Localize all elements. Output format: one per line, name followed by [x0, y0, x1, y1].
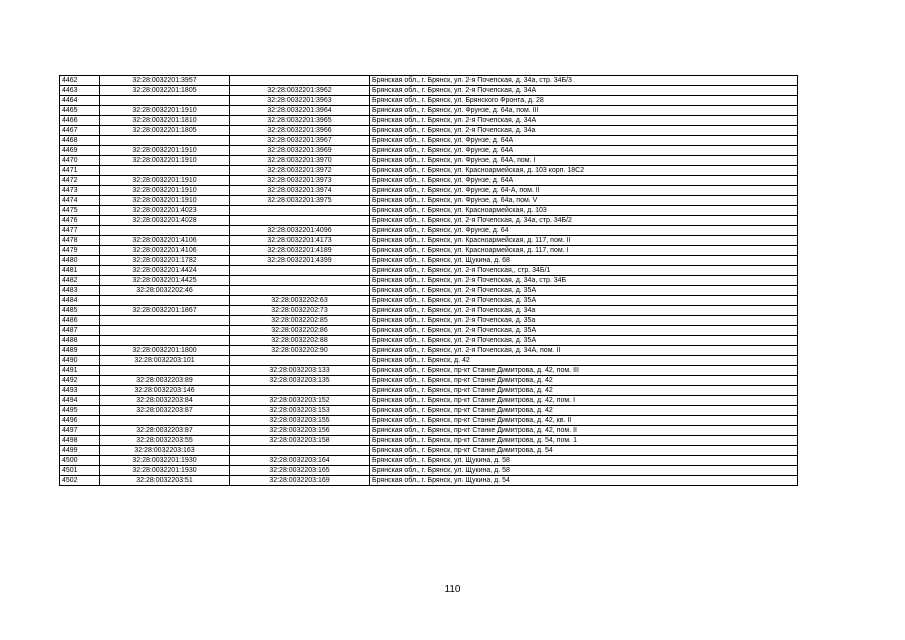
cadastral-number-cell: 32:28:0032201:1805: [100, 126, 230, 136]
row-number-cell: 4465: [60, 106, 100, 116]
table-row: [60, 426, 798, 436]
address-cell: Брянская обл., г. Брянск, ул. 2-я Почепская, д. 35А: [370, 326, 798, 336]
table-row: [60, 396, 798, 406]
address-cell: Брянская обл., г. Брянск, ул. Красноармейская, д. 103: [370, 206, 798, 216]
row-number-cell: 4486: [60, 316, 100, 326]
row-number-cell: 4480: [60, 256, 100, 266]
object-cadastral-number-cell: [230, 356, 370, 366]
cadastral-number-cell: 32:28:0032203:51: [100, 476, 230, 486]
table-row: [60, 406, 798, 416]
table-row: [60, 126, 798, 136]
address-cell: Брянская обл., г. Брянск, ул. 2-я Почепская, д. 35А: [370, 336, 798, 346]
cadastral-number-cell: [100, 226, 230, 236]
row-number-cell: 4479: [60, 246, 100, 256]
object-cadastral-number-cell: 32:28:0032201:3963: [230, 96, 370, 106]
cadastral-number-cell: 32:28:0032203:84: [100, 396, 230, 406]
address-cell: Брянская обл., г. Брянск, ул. Фрунзе, д. 64а, пом. III: [370, 106, 798, 116]
address-cell: Брянская обл., г. Брянск, ул. Брянского Фронта, д. 28: [370, 96, 798, 106]
address-cell: Брянская обл., г. Брянск, пр-кт Станке Димитрова, д. 42, пом. II: [370, 426, 798, 436]
address-cell: Брянская обл., г. Брянск, пр-кт Станке Димитрова, д. 42: [370, 386, 798, 396]
object-cadastral-number-cell: 32:28:0032202:88: [230, 336, 370, 346]
row-number-cell: 4481: [60, 266, 100, 276]
row-number-cell: 4491: [60, 366, 100, 376]
address-cell: Брянская обл., г. Брянск, пр-кт Станке Димитрова, д. 42, кв. II: [370, 416, 798, 426]
cadastral-number-cell: 32:28:0032201:1910: [100, 176, 230, 186]
row-number-cell: 4484: [60, 296, 100, 306]
cadastral-number-cell: [100, 316, 230, 326]
object-cadastral-number-cell: 32:28:0032203:133: [230, 366, 370, 376]
cadastral-number-cell: 32:28:0032201:3957: [100, 76, 230, 86]
address-cell: Брянская обл., г. Брянск, ул. Щукина, д. 58: [370, 466, 798, 476]
object-cadastral-number-cell: 32:28:0032201:3962: [230, 86, 370, 96]
row-number-cell: 4483: [60, 286, 100, 296]
cadastral-number-cell: 32:28:0032201:1930: [100, 456, 230, 466]
table-row: [60, 86, 798, 96]
object-cadastral-number-cell: 32:28:0032203:169: [230, 476, 370, 486]
address-cell: Брянская обл., г. Брянск, ул. Фрунзе, д. 64а, пом. V: [370, 196, 798, 206]
object-cadastral-number-cell: [230, 276, 370, 286]
row-number-cell: 4474: [60, 196, 100, 206]
table-row: [60, 146, 798, 156]
row-number-cell: 4463: [60, 86, 100, 96]
address-cell: Брянская обл., г. Брянск, пр-кт Станке Димитрова, д. 42, пом. III: [370, 366, 798, 376]
address-cell: Брянская обл., г. Брянск, ул. Щукина, д. 58: [370, 456, 798, 466]
table-row: [60, 116, 798, 126]
address-cell: Брянская обл., г. Брянск, ул. 2-я Почепская, д. 34А: [370, 116, 798, 126]
object-cadastral-number-cell: [230, 386, 370, 396]
cadastral-number-cell: 32:28:0032201:1810: [100, 116, 230, 126]
table-row: [60, 326, 798, 336]
cadastral-number-cell: 32:28:0032203:55: [100, 436, 230, 446]
cadastral-number-cell: 32:28:0032201:1930: [100, 466, 230, 476]
object-cadastral-number-cell: 32:28:0032203:153: [230, 406, 370, 416]
row-number-cell: 4498: [60, 436, 100, 446]
object-cadastral-number-cell: 32:28:0032201:4399: [230, 256, 370, 266]
address-cell: Брянская обл., г. Брянск, ул. Щукина, д. 68: [370, 256, 798, 266]
cadastral-number-cell: 32:28:0032201:1910: [100, 146, 230, 156]
cadastral-number-cell: 32:28:0032201:1910: [100, 196, 230, 206]
row-number-cell: 4468: [60, 136, 100, 146]
cadastral-number-cell: 32:28:0032203:87: [100, 426, 230, 436]
table-row: [60, 276, 798, 286]
row-number-cell: 4501: [60, 466, 100, 476]
address-cell: Брянская обл., г. Брянск, ул. Красноармейская, д. 117, пом. I: [370, 246, 798, 256]
row-number-cell: 4464: [60, 96, 100, 106]
object-cadastral-number-cell: 32:28:0032203:155: [230, 416, 370, 426]
address-cell: Брянская обл., г. Брянск, ул. 2-я Почепская,, стр. 34Б/1: [370, 266, 798, 276]
address-cell: Брянская обл., г. Брянск, пр-кт Станке Димитрова, д. 54, пом. 1: [370, 436, 798, 446]
cadastral-number-cell: 32:28:0032202:46: [100, 286, 230, 296]
row-number-cell: 4475: [60, 206, 100, 216]
table-row: [60, 216, 798, 226]
table-row: [60, 186, 798, 196]
object-cadastral-number-cell: 32:28:0032201:3964: [230, 106, 370, 116]
table-row: [60, 266, 798, 276]
row-number-cell: 4462: [60, 76, 100, 86]
object-cadastral-number-cell: 32:28:0032201:3975: [230, 196, 370, 206]
cadastral-number-cell: [100, 296, 230, 306]
table-row: [60, 256, 798, 266]
row-number-cell: 4471: [60, 166, 100, 176]
cadastral-number-cell: [100, 336, 230, 346]
table-row: [60, 286, 798, 296]
table-row: [60, 306, 798, 316]
table-row: [60, 376, 798, 386]
cadastral-number-cell: 32:28:0032203:89: [100, 376, 230, 386]
cadastral-number-cell: 32:28:0032203:163: [100, 446, 230, 456]
table-row: [60, 476, 798, 486]
address-cell: Брянская обл., г. Брянск, ул. 2-я Почепская, д. 34а: [370, 306, 798, 316]
address-cell: Брянская обл., г. Брянск, пр-кт Станке Димитрова, д. 42: [370, 376, 798, 386]
address-cell: Брянская обл., г. Брянск, ул. Фрунзе, д. 64-А, пом. II: [370, 186, 798, 196]
address-cell: Брянская обл., г. Брянск, ул. Фрунзе, д. 64А: [370, 176, 798, 186]
address-cell: Брянская обл., г. Брянск, пр-кт Станке Димитрова, д. 54: [370, 446, 798, 456]
object-cadastral-number-cell: [230, 206, 370, 216]
row-number-cell: 4502: [60, 476, 100, 486]
cadastral-number-cell: 32:28:0032201:1910: [100, 106, 230, 116]
address-cell: Брянская обл., г. Брянск, ул. Фрунзе, д. 64: [370, 226, 798, 236]
cadastral-number-cell: 32:28:0032201:4106: [100, 236, 230, 246]
table-row: [60, 176, 798, 186]
cadastral-number-cell: 32:28:0032201:1910: [100, 156, 230, 166]
object-cadastral-number-cell: 32:28:0032201:3969: [230, 146, 370, 156]
table-row: [60, 136, 798, 146]
row-number-cell: 4490: [60, 356, 100, 366]
table-row: [60, 416, 798, 426]
cadastral-number-cell: 32:28:0032201:4023: [100, 206, 230, 216]
row-number-cell: 4488: [60, 336, 100, 346]
object-cadastral-number-cell: 32:28:0032203:164: [230, 456, 370, 466]
address-cell: Брянская обл., г. Брянск, ул. Фрунзе, д. 64А: [370, 146, 798, 156]
table-row: [60, 336, 798, 346]
cadastral-number-cell: [100, 416, 230, 426]
object-cadastral-number-cell: 32:28:0032201:3973: [230, 176, 370, 186]
row-number-cell: 4469: [60, 146, 100, 156]
object-cadastral-number-cell: 32:28:0032203:158: [230, 436, 370, 446]
address-cell: Брянская обл., г. Брянск, ул. 2-я Почепская, д. 34а: [370, 126, 798, 136]
object-cadastral-number-cell: 32:28:0032201:3970: [230, 156, 370, 166]
object-cadastral-number-cell: 32:28:0032201:3974: [230, 186, 370, 196]
address-cell: Брянская обл., г. Брянск, ул. 2-я Почепская, д. 34а, стр. 34Б/3: [370, 76, 798, 86]
cadastral-number-cell: 32:28:0032203:146: [100, 386, 230, 396]
cadastral-number-cell: 32:28:0032201:1782: [100, 256, 230, 266]
object-cadastral-number-cell: 32:28:0032202:63: [230, 296, 370, 306]
cadastral-number-cell: [100, 136, 230, 146]
object-cadastral-number-cell: [230, 76, 370, 86]
address-cell: Брянская обл., г. Брянск, ул. Щукина, д. 54: [370, 476, 798, 486]
address-cell: Брянская обл., г. Брянск, пр-кт Станке Димитрова, д. 42, пом. I: [370, 396, 798, 406]
row-number-cell: 4497: [60, 426, 100, 436]
row-number-cell: 4476: [60, 216, 100, 226]
cadastral-number-cell: 32:28:0032201:1910: [100, 186, 230, 196]
object-cadastral-number-cell: 32:28:0032203:152: [230, 396, 370, 406]
cadastral-number-cell: 32:28:0032201:4425: [100, 276, 230, 286]
row-number-cell: 4485: [60, 306, 100, 316]
table-row: [60, 346, 798, 356]
row-number-cell: 4478: [60, 236, 100, 246]
row-number-cell: 4492: [60, 376, 100, 386]
table-row: [60, 466, 798, 476]
table-row: [60, 236, 798, 246]
row-number-cell: 4489: [60, 346, 100, 356]
table-row: [60, 206, 798, 216]
row-number-cell: 4482: [60, 276, 100, 286]
row-number-cell: 4466: [60, 116, 100, 126]
cadastral-number-cell: [100, 96, 230, 106]
object-cadastral-number-cell: [230, 216, 370, 226]
address-cell: Брянская обл., г. Брянск, ул. 2-я Почепская, д. 34а, стр. 34Б/2: [370, 216, 798, 226]
row-number-cell: 4487: [60, 326, 100, 336]
table-row: [60, 316, 798, 326]
object-cadastral-number-cell: 32:28:0032202:85: [230, 316, 370, 326]
address-cell: Брянская обл., г. Брянск, ул. 2-я Почепская, д. 35А: [370, 286, 798, 296]
page-number: 110: [444, 584, 461, 595]
table-row: [60, 246, 798, 256]
row-number-cell: 4472: [60, 176, 100, 186]
row-number-cell: 4467: [60, 126, 100, 136]
object-cadastral-number-cell: 32:28:0032201:3967: [230, 136, 370, 146]
object-cadastral-number-cell: 32:28:0032201:3972: [230, 166, 370, 176]
cadastral-number-cell: [100, 366, 230, 376]
cadastral-number-cell: [100, 166, 230, 176]
table-row: [60, 196, 798, 206]
address-cell: Брянская обл., г. Брянск, пр-кт Станке Димитрова, д. 42: [370, 406, 798, 416]
cadastral-number-cell: 32:28:0032201:4106: [100, 246, 230, 256]
address-cell: Брянская обл., г. Брянск, д. 42: [370, 356, 798, 366]
cadastral-number-cell: 32:28:0032203:101: [100, 356, 230, 366]
address-cell: Брянская обл., г. Брянск, ул. 2-я Почепская, д. 34А, пом. II: [370, 346, 798, 356]
address-cell: Брянская обл., г. Брянск, ул. Красноармейская, д. 103 корп. 18С2: [370, 166, 798, 176]
address-cell: Брянская обл., г. Брянск, ул. 2-я Почепская, д. 35а: [370, 316, 798, 326]
address-cell: Брянская обл., г. Брянск, ул. Фрунзе, д. 64А, пом. I: [370, 156, 798, 166]
object-cadastral-number-cell: [230, 286, 370, 296]
object-cadastral-number-cell: 32:28:0032202:73: [230, 306, 370, 316]
table-row: [60, 296, 798, 306]
object-cadastral-number-cell: 32:28:0032201:4096: [230, 226, 370, 236]
cadastral-number-cell: 32:28:0032203:87: [100, 406, 230, 416]
object-cadastral-number-cell: 32:28:0032203:156: [230, 426, 370, 436]
table-row: [60, 76, 798, 86]
address-cell: Брянская обл., г. Брянск, ул. Фрунзе, д. 64А: [370, 136, 798, 146]
table-row: [60, 96, 798, 106]
row-number-cell: 4477: [60, 226, 100, 236]
row-number-cell: 4500: [60, 456, 100, 466]
table-row: [60, 456, 798, 466]
object-cadastral-number-cell: 32:28:0032202:90: [230, 346, 370, 356]
object-cadastral-number-cell: 32:28:0032201:4173: [230, 236, 370, 246]
object-cadastral-number-cell: 32:28:0032202:86: [230, 326, 370, 336]
cadastral-number-cell: 32:28:0032201:1867: [100, 306, 230, 316]
object-cadastral-number-cell: 32:28:0032201:4189: [230, 246, 370, 256]
object-cadastral-number-cell: 32:28:0032201:3965: [230, 116, 370, 126]
object-cadastral-number-cell: 32:28:0032203:165: [230, 466, 370, 476]
table-row: [60, 446, 798, 456]
object-cadastral-number-cell: [230, 446, 370, 456]
table-row: [60, 366, 798, 376]
table-row: [60, 436, 798, 446]
cadastral-number-cell: [100, 326, 230, 336]
object-cadastral-number-cell: [230, 266, 370, 276]
row-number-cell: 4496: [60, 416, 100, 426]
row-number-cell: 4473: [60, 186, 100, 196]
address-cell: Брянская обл., г. Брянск, ул. Красноармейская, д. 117, пом. II: [370, 236, 798, 246]
table-row: [60, 156, 798, 166]
table-row: [60, 356, 798, 366]
cadastral-number-cell: 32:28:0032201:1800: [100, 346, 230, 356]
row-number-cell: 4494: [60, 396, 100, 406]
address-cell: Брянская обл., г. Брянск, ул. 2-я Почепская, д. 35А: [370, 296, 798, 306]
row-number-cell: 4495: [60, 406, 100, 416]
table-row: [60, 166, 798, 176]
registry-table-body: [60, 76, 798, 486]
object-cadastral-number-cell: 32:28:0032201:3966: [230, 126, 370, 136]
registry-table: [59, 75, 798, 486]
object-cadastral-number-cell: 32:28:0032203:135: [230, 376, 370, 386]
address-cell: Брянская обл., г. Брянск, ул. 2-я Почепская, д. 34А: [370, 86, 798, 96]
cadastral-number-cell: 32:28:0032201:4028: [100, 216, 230, 226]
table-row: [60, 386, 798, 396]
row-number-cell: 4470: [60, 156, 100, 166]
table-row: [60, 106, 798, 116]
cadastral-number-cell: 32:28:0032201:1805: [100, 86, 230, 96]
row-number-cell: 4499: [60, 446, 100, 456]
table-row: [60, 226, 798, 236]
cadastral-number-cell: 32:28:0032201:4424: [100, 266, 230, 276]
address-cell: Брянская обл., г. Брянск, ул. 2-я Почепская, д. 34а, стр. 34Б: [370, 276, 798, 286]
row-number-cell: 4493: [60, 386, 100, 396]
